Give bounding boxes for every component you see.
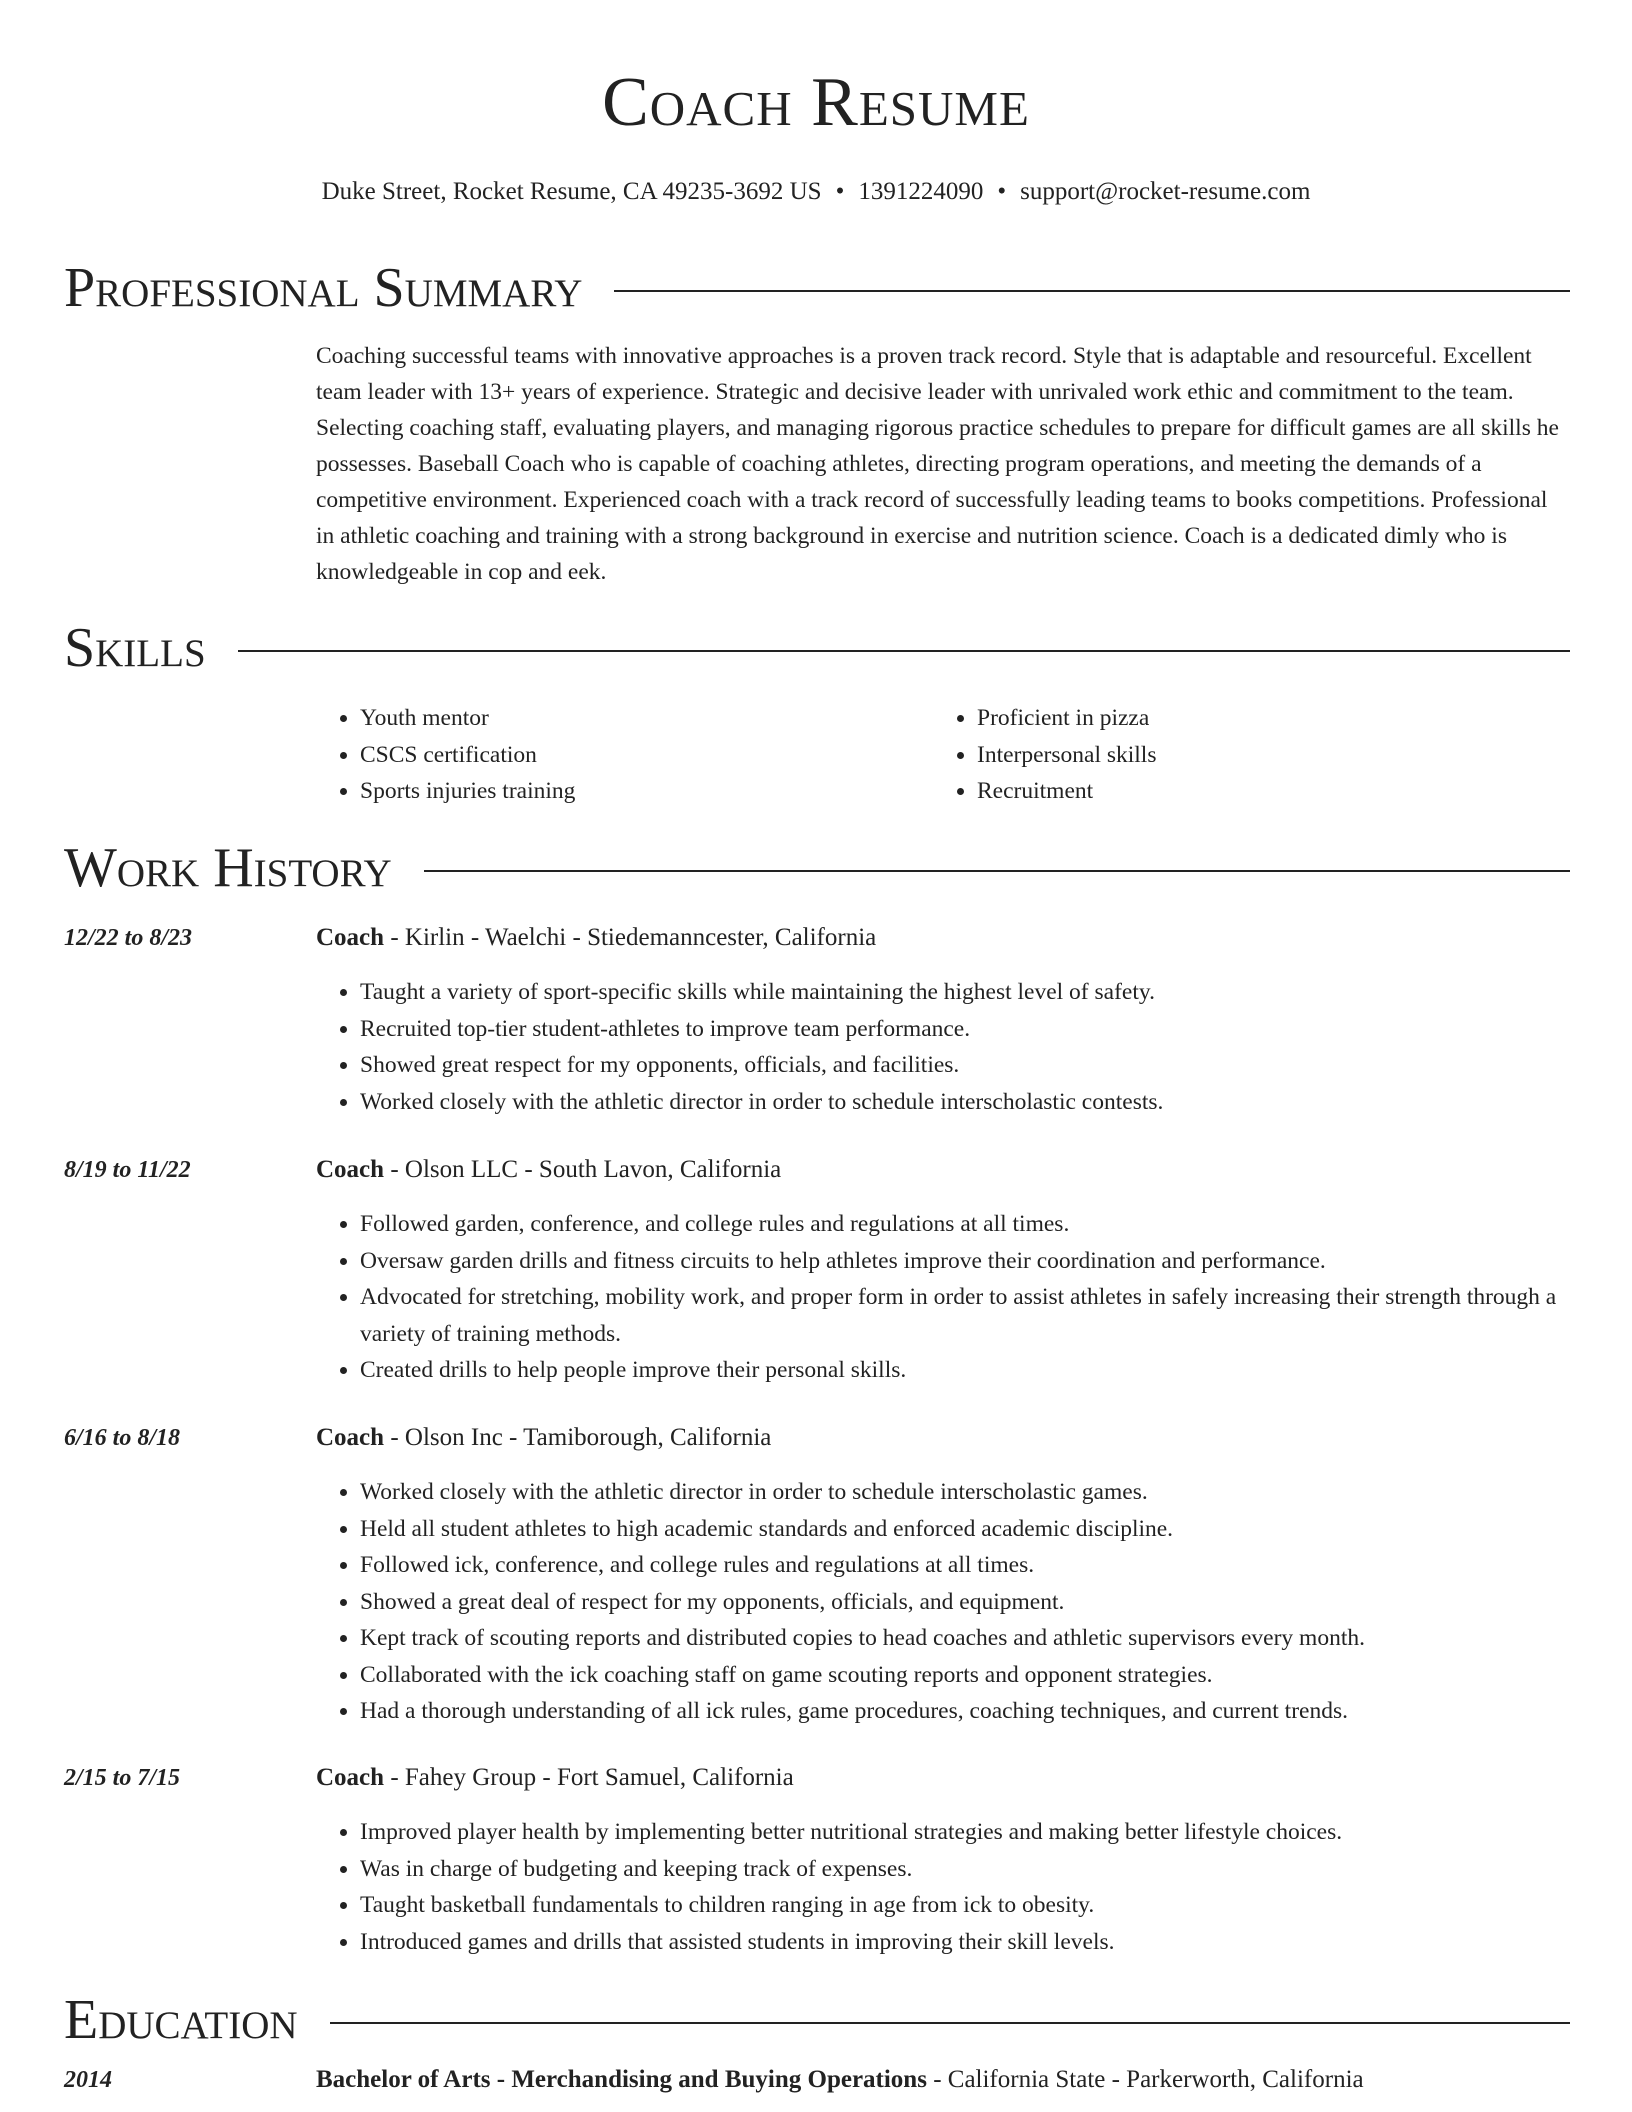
resume-title: Coach Resume bbox=[602, 64, 1030, 141]
section-header-summary bbox=[64, 256, 1570, 320]
section-divider bbox=[424, 870, 1570, 872]
contact-separator: • bbox=[835, 178, 845, 205]
job-dates: 8/19 to 11/22 bbox=[64, 1157, 191, 1183]
education-school: - California State - Parkerworth, California bbox=[926, 2066, 1364, 2093]
section-title-education: Education bbox=[64, 1989, 298, 2051]
job-duty-item: • Oversaw garden drills and fitness circuits to help athletes improve their coordination and performance. bbox=[360, 1243, 1570, 1280]
job-heading bbox=[316, 1422, 1570, 1454]
job-duty-item: • Taught basketball fundamentals to children ranging in age from ick to obesity. bbox=[360, 1887, 1570, 1924]
job-duty-item: • Kept track of scouting reports and distributed copies to head coaches and athletic supervisors every month. bbox=[360, 1620, 1570, 1657]
job-title: Coach bbox=[316, 1424, 385, 1451]
job-employer: - Kirlin - Waelchi - Stiedemanncester, California bbox=[384, 924, 877, 951]
skills-column-right bbox=[933, 700, 1493, 810]
section-title-summary: Professional Summary bbox=[64, 257, 583, 319]
job-duties bbox=[316, 1206, 1570, 1389]
job-duties bbox=[316, 1814, 1570, 1960]
job-duty-item: • Worked closely with the athletic director in order to schedule interscholastic games. bbox=[360, 1474, 1570, 1511]
skill-item: • Proficient in pizza bbox=[977, 700, 1493, 737]
section-header-education bbox=[64, 1988, 1570, 2052]
job-duty-item: • Advocated for stretching, mobility work, and proper form in order to assist athletes in safely increasing their strength through a variety of training methods. bbox=[360, 1279, 1570, 1352]
skills-column-left bbox=[316, 700, 876, 810]
education-entry bbox=[316, 2064, 1570, 2096]
job-duty-item: • Had a thorough understanding of all ick rules, game procedures, coaching techniques, and current trends. bbox=[360, 1693, 1570, 1730]
job-duty-item: • Improved player health by implementing better nutritional strategies and making better lifestyle choices. bbox=[360, 1814, 1570, 1851]
education-degree: Bachelor of Arts - Merchandising and Buying Operations bbox=[316, 2066, 927, 2093]
job-heading bbox=[316, 1154, 1570, 1186]
section-title-skills: Skills bbox=[64, 617, 206, 679]
job-dates: 2/15 to 7/15 bbox=[64, 1765, 181, 1791]
job-duty-item: • Created drills to help people improve their personal skills. bbox=[360, 1352, 1570, 1389]
job-duty-item: • Worked closely with the athletic director in order to schedule interscholastic contests. bbox=[360, 1084, 1570, 1121]
contact-email: support@rocket-resume.com bbox=[1020, 178, 1311, 205]
job-duties bbox=[316, 1474, 1570, 1730]
section-header-skills bbox=[64, 616, 1570, 680]
job-duty-item: • Showed great respect for my opponents, officials, and facilities. bbox=[360, 1047, 1570, 1084]
skill-item: • Sports injuries training bbox=[360, 773, 876, 810]
job-dates: 12/22 to 8/23 bbox=[64, 925, 193, 951]
job-employer: - Fahey Group - Fort Samuel, California bbox=[384, 1764, 794, 1791]
job-employer: - Olson Inc - Tamiborough, California bbox=[384, 1424, 772, 1451]
contact-separator: • bbox=[997, 178, 1007, 205]
summary-text: Coaching successful teams with innovative approaches is a proven track record. Style that is adaptable and resourceful. Excellent team leader with 13+ years of experience. Strategic and decisive leader with unrivaled work ethic and commitment to the team. Selecting coaching staff, evaluating players, and managing rigorous practice schedules to prepare for difficult games are all skills he possesses. Baseball Coach who is capable of coaching athletes, directing program operations, and meeting the demands of a competitive environment. Experienced coach with a track record of successfully leading teams to books competitions. Professional in athletic coaching and training with a strong background in exercise and nutrition science. Coach is a dedicated dimly who is knowledgeable in cop and eek. bbox=[316, 343, 1559, 585]
contact-address: Duke Street, Rocket Resume, CA 49235-3692 US bbox=[321, 178, 822, 205]
job-title: Coach bbox=[316, 924, 385, 951]
job-heading bbox=[316, 922, 1570, 954]
contact-line bbox=[0, 176, 1632, 208]
job-dates: 6/16 to 8/18 bbox=[64, 1425, 181, 1451]
section-title-work-history: Work History bbox=[64, 837, 392, 899]
job-duty-item: • Followed ick, conference, and college rules and regulations at all times. bbox=[360, 1547, 1570, 1584]
job-duty-item: • Taught a variety of sport-specific skills while maintaining the highest level of safety. bbox=[360, 974, 1570, 1011]
job-employer: - Olson LLC - South Lavon, California bbox=[384, 1156, 782, 1183]
skill-item: • Interpersonal skills bbox=[977, 737, 1493, 774]
section-header-work-history bbox=[64, 836, 1570, 900]
section-divider bbox=[330, 2022, 1570, 2024]
section-divider bbox=[614, 290, 1570, 292]
job-duty-item: • Introduced games and drills that assisted students in improving their skill levels. bbox=[360, 1924, 1570, 1961]
contact-phone: 1391224090 bbox=[858, 178, 984, 205]
job-duty-item: • Followed garden, conference, and college rules and regulations at all times. bbox=[360, 1206, 1570, 1243]
job-title: Coach bbox=[316, 1764, 385, 1791]
job-duty-item: • Was in charge of budgeting and keeping track of expenses. bbox=[360, 1851, 1570, 1888]
education-year: 2014 bbox=[64, 2067, 112, 2093]
summary-block bbox=[316, 338, 1570, 590]
skill-item: • Youth mentor bbox=[360, 700, 876, 737]
job-duty-item: • Recruited top-tier student-athletes to improve team performance. bbox=[360, 1011, 1570, 1048]
job-duties bbox=[316, 974, 1570, 1120]
job-duty-item: • Collaborated with the ick coaching staff on game scouting reports and opponent strategies. bbox=[360, 1657, 1570, 1694]
job-heading bbox=[316, 1762, 1570, 1794]
skill-item: • Recruitment bbox=[977, 773, 1493, 810]
skill-item: • CSCS certification bbox=[360, 737, 876, 774]
job-title: Coach bbox=[316, 1156, 385, 1183]
job-duty-item: • Held all student athletes to high academic standards and enforced academic discipline. bbox=[360, 1511, 1570, 1548]
section-divider bbox=[238, 650, 1570, 652]
job-duty-item: • Showed a great deal of respect for my opponents, officials, and equipment. bbox=[360, 1584, 1570, 1621]
